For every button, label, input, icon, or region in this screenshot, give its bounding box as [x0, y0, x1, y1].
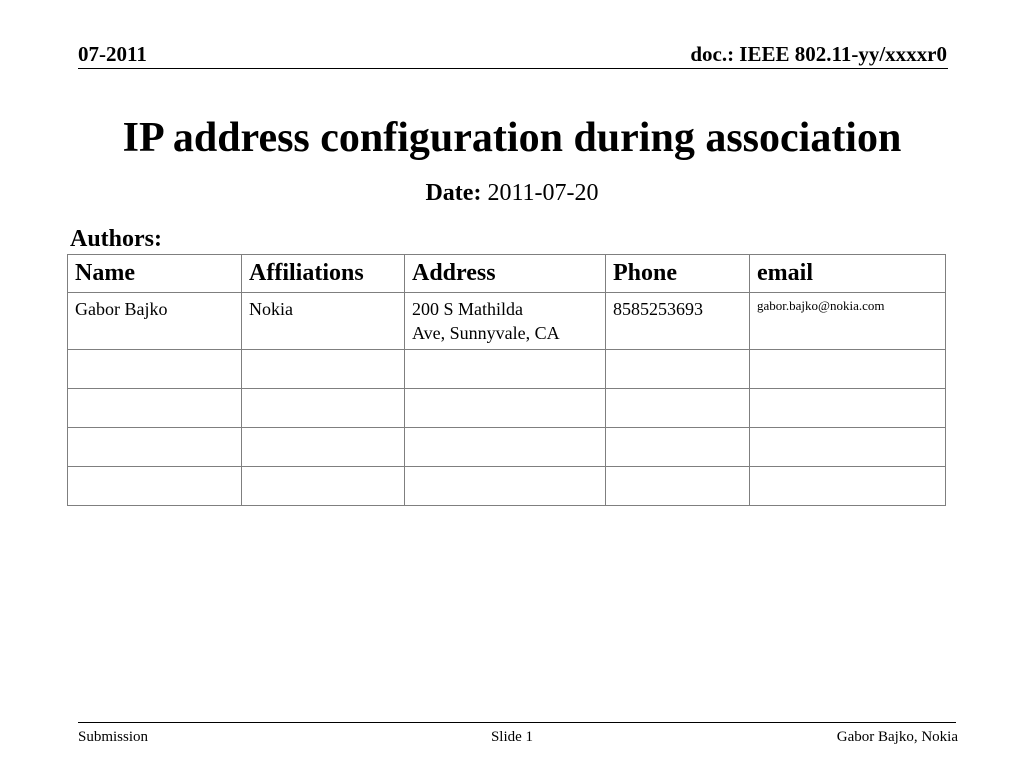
- empty-cell: [242, 389, 405, 428]
- authors-label: Authors:: [70, 226, 163, 252]
- header-divider: [78, 68, 948, 69]
- header-date: 07-2011: [78, 42, 147, 66]
- author-address-cell: [405, 293, 606, 350]
- slide-title: IP address configuration during association: [122, 115, 902, 161]
- author-affiliation-cell: Nokia: [242, 293, 405, 350]
- empty-cell: [405, 350, 606, 389]
- empty-cell: [405, 467, 606, 506]
- empty-cell: [750, 467, 946, 506]
- column-header-address: Address: [405, 255, 606, 293]
- empty-cell: [606, 467, 750, 506]
- column-header-email: email: [750, 255, 946, 293]
- empty-cell: [405, 389, 606, 428]
- column-header-name: Name: [68, 255, 242, 293]
- authors-table: [67, 254, 946, 506]
- author-email-cell: gabor.bajko@nokia.com: [750, 293, 946, 350]
- footer-submission: Submission: [78, 729, 149, 745]
- address-line-1: 200 S Mathilda: [412, 299, 523, 319]
- table-header-row: [68, 255, 946, 293]
- date-label: Date:: [425, 180, 482, 206]
- footer-author: Gabor Bajko, Nokia: [836, 729, 958, 745]
- author-phone-cell: 8585253693: [606, 293, 750, 350]
- empty-cell: [242, 467, 405, 506]
- empty-cell: [750, 428, 946, 467]
- empty-cell: [68, 389, 242, 428]
- empty-cell: [242, 428, 405, 467]
- table-row: [68, 293, 946, 350]
- header-doc-id: doc.: IEEE 802.11-yy/xxxxr0: [690, 42, 947, 66]
- table-row: [68, 467, 946, 506]
- column-header-phone: Phone: [606, 255, 750, 293]
- table-row: [68, 428, 946, 467]
- table-row: [68, 350, 946, 389]
- empty-cell: [606, 428, 750, 467]
- date-value: 2011-07-20: [487, 180, 599, 206]
- empty-cell: [606, 389, 750, 428]
- author-name-cell: Gabor Bajko: [68, 293, 242, 350]
- empty-cell: [68, 428, 242, 467]
- empty-cell: [68, 350, 242, 389]
- date-line: [0, 180, 1024, 207]
- table-row: [68, 389, 946, 428]
- address-line-2: Ave, Sunnyvale, CA: [412, 323, 560, 343]
- empty-cell: [750, 350, 946, 389]
- footer-divider: [78, 722, 956, 723]
- empty-cell: [242, 350, 405, 389]
- empty-cell: [405, 428, 606, 467]
- empty-cell: [68, 467, 242, 506]
- column-header-affiliations: Affiliations: [242, 255, 405, 293]
- empty-cell: [606, 350, 750, 389]
- footer-slide-number: Slide 1: [490, 729, 534, 745]
- empty-cell: [750, 389, 946, 428]
